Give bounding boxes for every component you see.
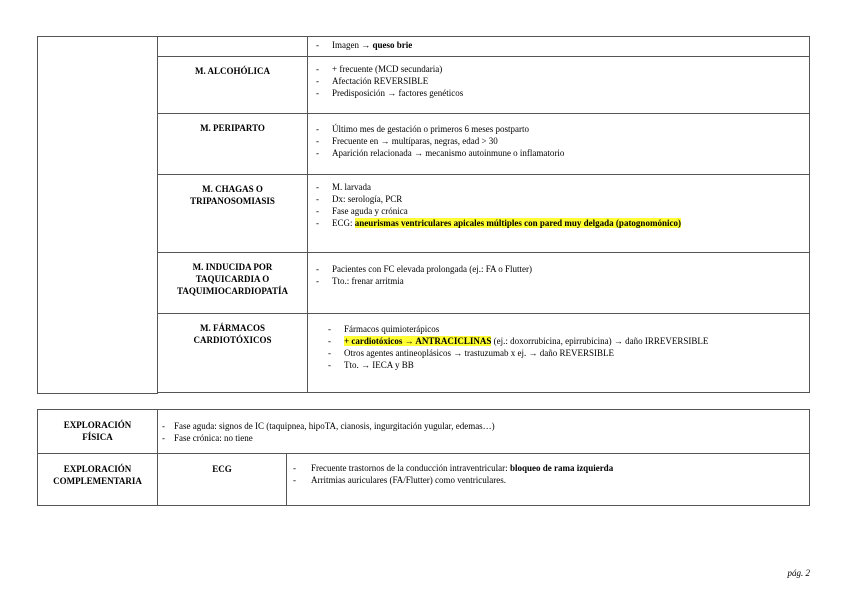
farmacos-content [308,314,810,393]
brie-content: - Imagen → queso brie [308,37,810,57]
list-item: - Arritmias auriculares (FA/Flutter) como ventriculares. [293,475,507,485]
list-item: - Aparición relacionada → mecanismo autoinmune o inflamatorio [316,148,565,158]
row-title-empty [158,37,308,57]
content-table [37,36,810,394]
exploracion-fisica-title: EXPLORACIÓN FÍSICA [38,410,158,454]
row-title-alcoholica: M. ALCOHÓLICA [158,57,308,114]
page-number: pág. 2 [787,568,810,578]
left-blank-cell [38,37,158,394]
list-item: - ECG: aneurismas ventriculares apicales múltiples con pared muy delgada (patognomónico) [316,218,681,228]
list-item: - Fase aguda: signos de IC (taquipnea, hipoTA, cianosis, ingurgitación yugular, edemas…) [162,421,495,431]
row-title-periparto: M. PERIPARTO [158,114,308,175]
antraciclinas-highlight: + cardiotóxicos → ANTRACICLINAS [344,336,492,346]
list-item: - Afectación REVERSIBLE [316,76,429,86]
brie-prefix: Imagen → [332,40,371,50]
list-item: - Fármacos quimioterápicos [328,324,440,334]
list-item: - Último mes de gestación o primeros 6 meses postparto [316,124,529,134]
list-item: - Fase crónica: no tiene [162,433,253,443]
exploracion-complementaria-content [287,454,810,506]
brie-bold: queso brie [372,40,413,50]
row-title-chagas: M. CHAGAS O TRIPANOSOMIASIS [158,175,308,253]
list-item: - Tto.: frenar arritmia [316,276,404,286]
alcoholica-content [308,57,810,114]
ecg-subtitle: ECG [158,454,287,506]
list-item: - Otros agentes antineoplásicos → trastuzumab x ej. → daño REVERSIBLE [328,348,614,358]
exploracion-fisica-content [158,410,810,454]
taqui-content [308,253,810,314]
list-item: - Frecuente en → multíparas, negras, edad > 30 [316,136,498,146]
list-item: - + cardiotóxicos → ANTRACICLINAS (ej.: doxorrubicina, epirrubicina) → daño IRREVERSIBLE [328,336,709,346]
row-title-farmacos: M. FÁRMACOS CARDIOTÓXICOS [158,314,308,393]
list-item: - + frecuente (MCD secundaria) [316,64,443,74]
list-item: - Tto. → IECA y BB [328,360,414,370]
list-item: - Frecuente trastornos de la conducción intraventricular: bloqueo de rama izquierda [293,463,614,473]
list-item: - Predisposición → factores genéticos [316,88,464,98]
ecg-highlight: aneurismas ventriculares apicales múltiples con pared muy delgada (patognomónico) [354,218,681,228]
chagas-content [308,175,810,253]
row-title-taqui: M. INDUCIDA POR TAQUICARDIA O TAQUIMIOCARDIOPATÍA [158,253,308,314]
periparto-content [308,114,810,175]
list-item: - Fase aguda y crónica [316,206,408,216]
exploracion-complementaria-title: EXPLORACIÓN COMPLEMENTARIA [38,454,158,506]
exploracion-table [37,409,810,506]
list-item: - M. larvada [316,182,371,192]
list-item: - Dx: serología, PCR [316,194,403,204]
list-item: - Pacientes con FC elevada prolongada (ej.: FA o Flutter) [316,264,533,274]
